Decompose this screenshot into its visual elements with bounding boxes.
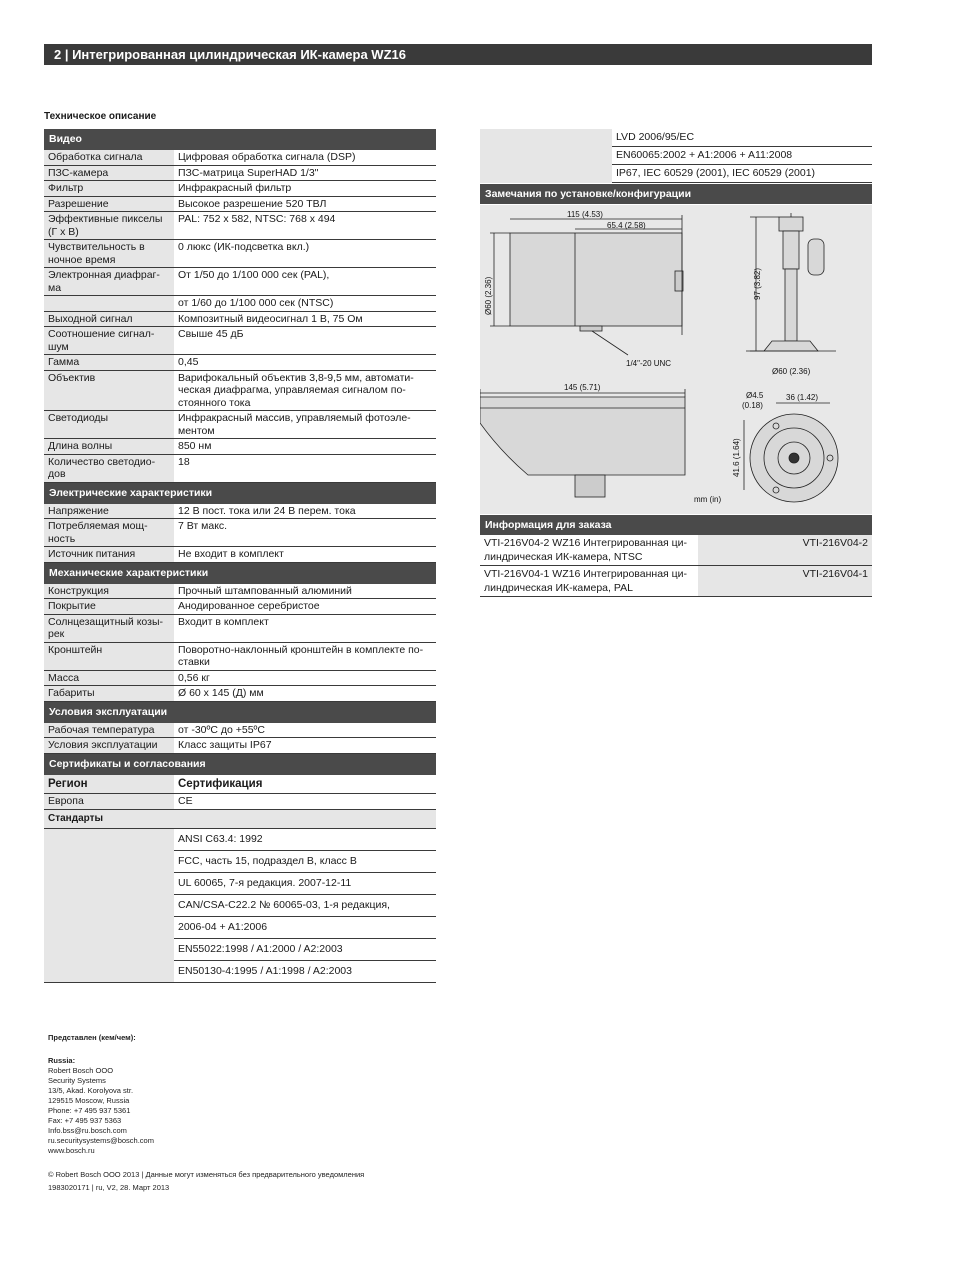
spec-row bbox=[44, 584, 436, 599]
standards-continued-table bbox=[480, 129, 872, 183]
standards-row bbox=[44, 809, 436, 829]
spec-row bbox=[44, 723, 436, 738]
spec-label: Конструкция bbox=[44, 584, 174, 599]
spec-row bbox=[44, 296, 436, 312]
address-line: 129515 Moscow, Russia bbox=[48, 1096, 130, 1105]
spec-label: Длина волны bbox=[44, 439, 174, 455]
spec-label: Условия эксплуатации bbox=[44, 738, 174, 754]
spec-row bbox=[44, 411, 436, 439]
standard-row bbox=[44, 939, 436, 961]
document-id: 1983020171 | ru, V2, 28. Март 2013 bbox=[48, 1183, 170, 1192]
section-header bbox=[44, 562, 436, 584]
country-label: Russia: bbox=[48, 1056, 76, 1065]
spec-value: 0,45 bbox=[174, 355, 436, 371]
spec-label: Чувствительность в ночное время bbox=[44, 240, 174, 268]
dim-label: Ø60 (2.36) bbox=[772, 367, 811, 376]
spec-label: Источник питания bbox=[44, 547, 174, 563]
dim-label: Ø4.5 bbox=[746, 391, 764, 400]
spec-label: Электронная диафраг-ма bbox=[44, 268, 174, 296]
standard-row bbox=[44, 961, 436, 983]
spec-label: Количество светодио-дов bbox=[44, 454, 174, 482]
order-code: VTI-216V04-1 bbox=[698, 566, 872, 597]
spec-row bbox=[44, 519, 436, 547]
spec-value: 850 нм bbox=[174, 439, 436, 455]
spec-row bbox=[44, 196, 436, 212]
dim-label: 145 (5.71) bbox=[564, 383, 601, 392]
order-code: VTI-216V04-2 bbox=[698, 535, 872, 566]
dimension-drawing-svg bbox=[480, 205, 872, 514]
standard-row bbox=[44, 829, 436, 851]
spec-value: 12 В пост. тока или 24 В перем. тока bbox=[174, 504, 436, 519]
address-line[interactable]: www.bosch.ru bbox=[48, 1146, 95, 1155]
spec-row bbox=[44, 614, 436, 642]
spec-title: Техническое описание bbox=[44, 111, 157, 122]
spec-label: Покрытие bbox=[44, 599, 174, 615]
order-row bbox=[480, 535, 872, 566]
standard-value: ANSI C63.4: 1992 bbox=[174, 829, 436, 851]
dim-label: 97 (3.82) bbox=[753, 267, 762, 300]
spec-value: PAL: 752 x 582, NTSC: 768 x 494 bbox=[174, 212, 436, 240]
section-title: Видео bbox=[44, 129, 436, 150]
standard-value: EN55022:1998 / A1:2000 / A2:2003 bbox=[174, 939, 436, 961]
spec-label: Потребляемая мощ-ность bbox=[44, 519, 174, 547]
spec-label: Выходной сигнал bbox=[44, 311, 174, 327]
spec-value: ПЗС-матрица SuperHAD 1/3" bbox=[174, 165, 436, 181]
spec-value: Цифровая обработка сигнала (DSP) bbox=[174, 150, 436, 165]
dimension-drawing bbox=[480, 205, 872, 514]
section-title: Электрические характеристики bbox=[44, 482, 436, 504]
spec-value: Композитный видеосигнал 1 В, 75 Ом bbox=[174, 311, 436, 327]
spec-value: Не входит в комплект bbox=[174, 547, 436, 563]
spec-row bbox=[44, 355, 436, 371]
spec-label: Рабочая температура bbox=[44, 723, 174, 738]
spec-row bbox=[44, 212, 436, 240]
spec-row bbox=[44, 670, 436, 686]
section-header bbox=[44, 701, 436, 723]
spec-table bbox=[44, 129, 436, 983]
spec-row bbox=[44, 311, 436, 327]
spec-label: Фильтр bbox=[44, 181, 174, 197]
address-line: Robert Bosch OOO bbox=[48, 1066, 114, 1075]
spec-row bbox=[44, 686, 436, 702]
copyright: © Robert Bosch OOO 2013 | Данные могут изменяться без предварительного уведомления bbox=[48, 1170, 365, 1179]
spec-value: Свыше 45 дБ bbox=[174, 327, 436, 355]
cert-row bbox=[44, 794, 436, 810]
spec-row bbox=[44, 738, 436, 754]
dim-label: Ø60 (2.36) bbox=[484, 276, 493, 315]
spec-value: Входит в комплект bbox=[174, 614, 436, 642]
spec-label: Эффективные пикселы (Г x В) bbox=[44, 212, 174, 240]
spec-label bbox=[44, 296, 174, 312]
section-title: Сертификаты и согласования bbox=[44, 753, 436, 775]
spec-row bbox=[44, 547, 436, 563]
standard-row: LVD 2006/95/EC bbox=[612, 129, 872, 147]
spec-value: От 1/50 до 1/100 000 сек (PAL), bbox=[174, 268, 436, 296]
spec-row bbox=[44, 370, 436, 411]
section-title: Механические характеристики bbox=[44, 562, 436, 584]
dim-label: 1/4"-20 UNC bbox=[626, 359, 672, 368]
spec-label: Габариты bbox=[44, 686, 174, 702]
standard-value: UL 60065, 7-я редакция. 2007-12-11 bbox=[174, 873, 436, 895]
spec-value: 0 люкс (ИК-подсветка вкл.) bbox=[174, 240, 436, 268]
spec-row bbox=[44, 504, 436, 519]
standard-value: 2006-04 + A1:2006 bbox=[174, 917, 436, 939]
standard-row bbox=[44, 851, 436, 873]
spec-label: Обработка сигнала bbox=[44, 150, 174, 165]
section-title: Условия эксплуатации bbox=[44, 701, 436, 723]
address-block bbox=[48, 1066, 154, 1156]
spec-value: Варифокальный объектив 3,8-9,5 мм, автомати-ческая диафрагма, управляемая сигналом по-стоянного тока bbox=[174, 370, 436, 411]
dim-label: (0.18) bbox=[742, 401, 763, 410]
order-row bbox=[480, 566, 872, 597]
represented-label: Представлен (кем/чем): bbox=[48, 1033, 136, 1042]
cert-header: Сертификация bbox=[174, 775, 436, 794]
spec-value: Класс защиты IP67 bbox=[174, 738, 436, 754]
standard-value: EN50130-4:1995 / A1:1998 / A2:2003 bbox=[174, 961, 436, 983]
spec-label: Соотношение сигнал-шум bbox=[44, 327, 174, 355]
spec-value: Высокое разрешение 520 ТВЛ bbox=[174, 196, 436, 212]
region-header: Регион bbox=[44, 775, 174, 794]
section-header bbox=[44, 753, 436, 775]
spec-row bbox=[44, 327, 436, 355]
spec-row bbox=[44, 599, 436, 615]
spec-label: Светодиоды bbox=[44, 411, 174, 439]
spec-value: Прочный штампованный алюминий bbox=[174, 584, 436, 599]
order-table bbox=[480, 535, 872, 597]
dim-label: 36 (1.42) bbox=[786, 393, 819, 402]
spec-row bbox=[44, 454, 436, 482]
standard-value: FCC, часть 15, подраздел B, класс B bbox=[174, 851, 436, 873]
spec-value: 0,56 кг bbox=[174, 670, 436, 686]
standard-row: IP67, IEC 60529 (2001), IEC 60529 (2001) bbox=[612, 165, 872, 183]
spec-label: ПЗС-камера bbox=[44, 165, 174, 181]
standards-label: Стандарты bbox=[44, 809, 436, 829]
standard-row bbox=[44, 917, 436, 939]
page-header: 2 | Интегрированная цилиндрическая ИК-камера WZ16 bbox=[44, 44, 872, 65]
units-label: mm (in) bbox=[694, 495, 722, 504]
spec-row bbox=[44, 240, 436, 268]
spec-row bbox=[44, 642, 436, 670]
standard-row bbox=[44, 873, 436, 895]
spec-label: Гамма bbox=[44, 355, 174, 371]
spec-value: от 1/60 до 1/100 000 сек (NTSC) bbox=[174, 296, 436, 312]
section-header bbox=[44, 129, 436, 150]
spec-value: Анодированное серебристое bbox=[174, 599, 436, 615]
order-description: VTI-216V04-1 WZ16 Интегрированная ци-линдрическая ИК-камера, PAL bbox=[480, 566, 698, 597]
address-line: Security Systems bbox=[48, 1076, 106, 1085]
spec-row bbox=[44, 165, 436, 181]
spec-value: Ø 60 x 145 (Д) мм bbox=[174, 686, 436, 702]
spec-label: Разрешение bbox=[44, 196, 174, 212]
spec-row bbox=[44, 268, 436, 296]
spec-value: 7 Вт макс. bbox=[174, 519, 436, 547]
section-header bbox=[44, 482, 436, 504]
spec-value: Инфракрасный массив, управляемый фотоэле-ментом bbox=[174, 411, 436, 439]
dim-label: 65.4 (2.58) bbox=[607, 221, 646, 230]
spec-label: Напряжение bbox=[44, 504, 174, 519]
spec-row bbox=[44, 181, 436, 197]
spec-label: Масса bbox=[44, 670, 174, 686]
spec-value: Инфракрасный фильтр bbox=[174, 181, 436, 197]
spec-label: Объектив bbox=[44, 370, 174, 411]
address-line: Fax: +7 495 937 5363 bbox=[48, 1116, 122, 1125]
spec-row bbox=[44, 150, 436, 165]
dim-label: 115 (4.53) bbox=[567, 210, 603, 219]
address-line: Phone: +7 495 937 5361 bbox=[48, 1106, 131, 1115]
order-description: VTI-216V04-2 WZ16 Интегрированная ци-линдрическая ИК-камера, NTSC bbox=[480, 535, 698, 566]
cert-value: CE bbox=[174, 794, 436, 810]
address-line[interactable]: Info.bss@ru.bosch.com bbox=[48, 1126, 127, 1135]
spec-row bbox=[44, 439, 436, 455]
standard-row: EN60065:2002 + A1:2006 + A11:2008 bbox=[612, 147, 872, 165]
dim-label: 41.6 (1.64) bbox=[732, 438, 741, 477]
spec-value: 18 bbox=[174, 454, 436, 482]
address-line[interactable]: ru.securitysystems@bosch.com bbox=[48, 1136, 154, 1145]
region-value: Европа bbox=[44, 794, 174, 810]
spec-value: Поворотно-наклонный кронштейн в комплекте по-ставки bbox=[174, 642, 436, 670]
standard-value: CAN/CSA-C22.2 № 60065-03, 1-я редакция, bbox=[174, 895, 436, 917]
spec-label: Кронштейн bbox=[44, 642, 174, 670]
cert-header-row bbox=[44, 775, 436, 794]
order-section-title: Информация для заказа bbox=[480, 515, 872, 535]
spec-label: Солнцезащитный козы-рек bbox=[44, 614, 174, 642]
standard-row bbox=[44, 895, 436, 917]
spec-value: от -30ºC до +55ºC bbox=[174, 723, 436, 738]
install-section-title: Замечания по установке/конфигурации bbox=[480, 184, 872, 204]
address-line: 13/5, Akad. Korolyova str. bbox=[48, 1086, 134, 1095]
